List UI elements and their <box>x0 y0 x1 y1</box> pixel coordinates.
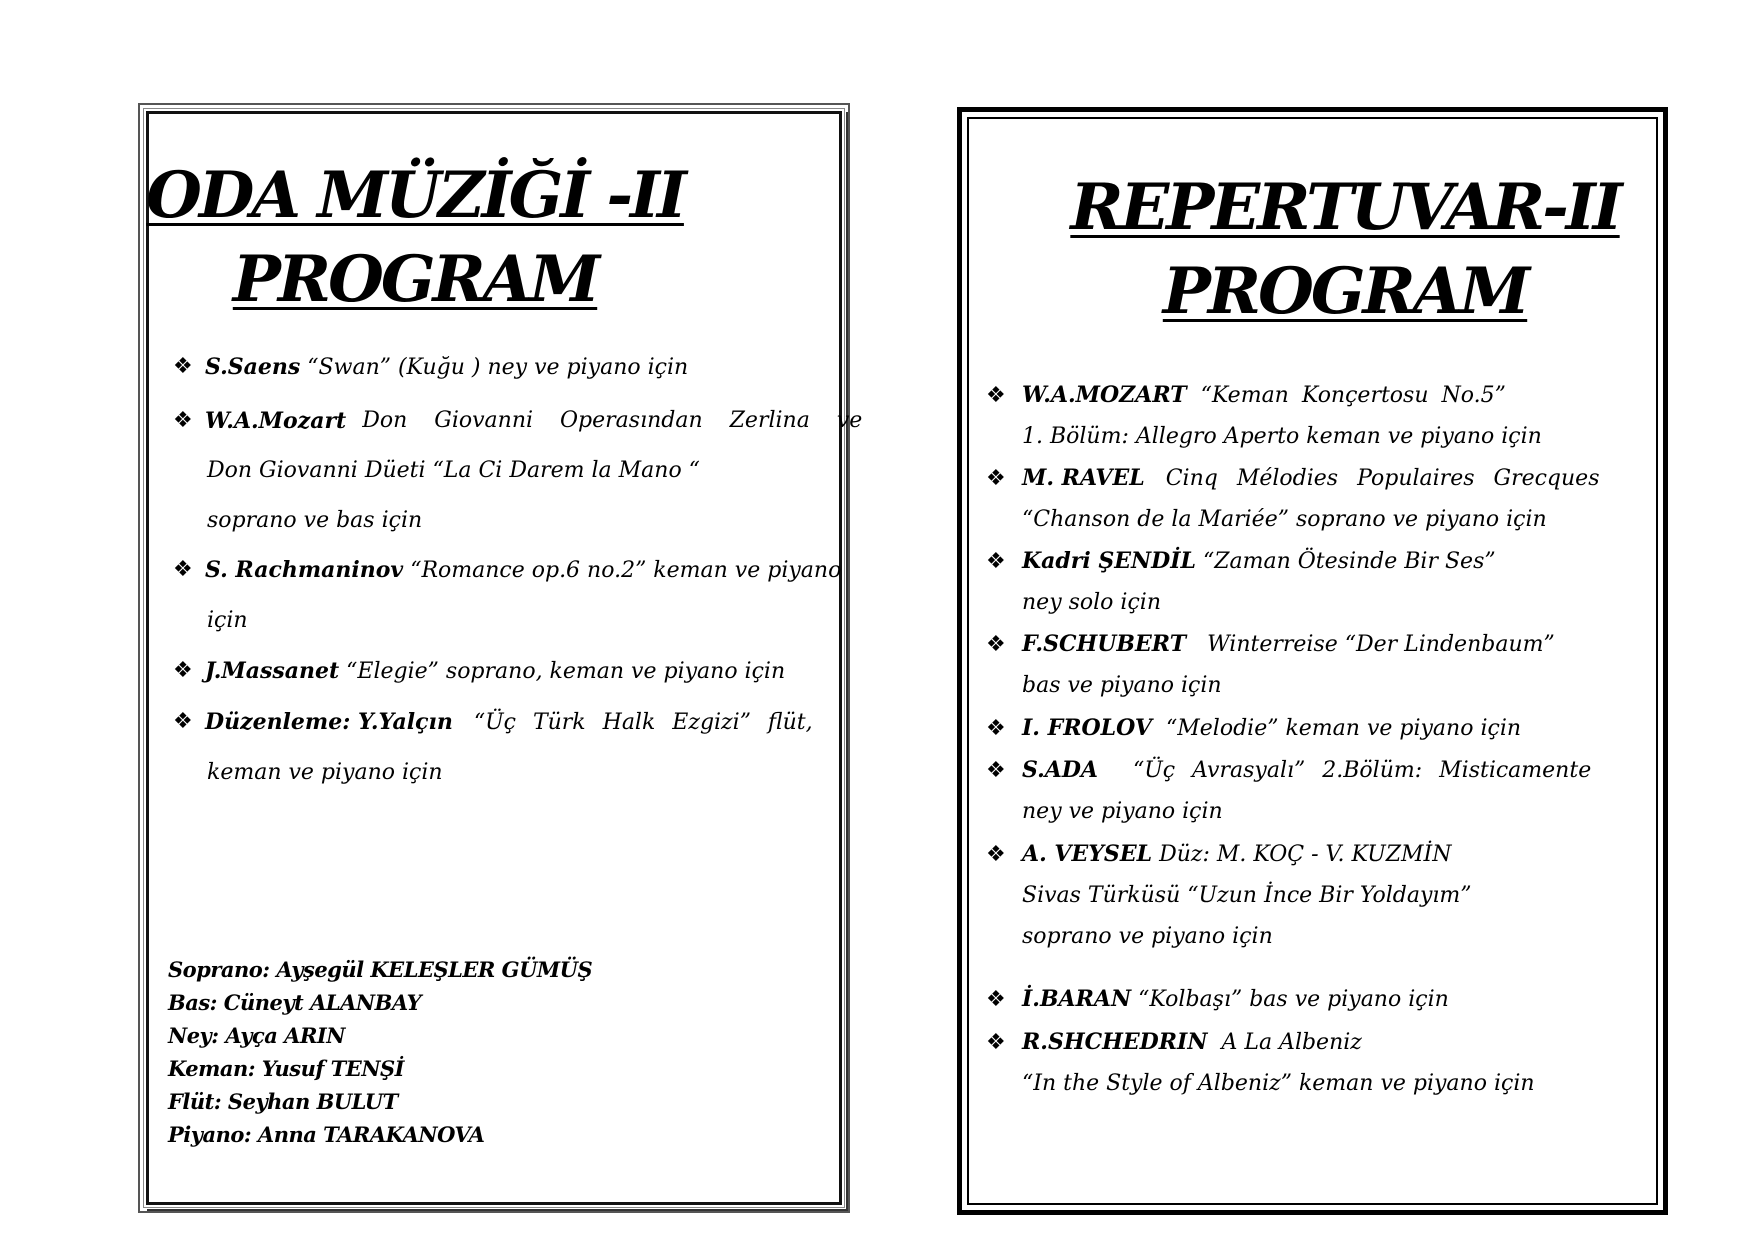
piece-text: “Üç Avrasyalı” 2.Bölüm: Misticamente <box>1132 758 1592 783</box>
composer-name: Düzenleme: Y.Yalçın <box>205 709 453 735</box>
composer-name: S. Rachmaninov <box>205 557 404 583</box>
piece-text: Sivas Türküsü “Uzun İnce Bir Yoldayım” <box>1022 883 1472 908</box>
piece-text: “Chanson de la Mariée” soprano ve piyano için <box>1022 507 1547 532</box>
bullet-diamond-icon: ❖ <box>986 716 1006 741</box>
piece-text: Don Giovanni Operasından Zerlina ve <box>362 408 863 433</box>
performer-flut: Flüt: Seyhan BULUT <box>168 1089 398 1114</box>
composer-name: İ.BARAN <box>1022 986 1132 1012</box>
piece-text: “Elegie” soprano, keman ve piyano için <box>346 659 786 684</box>
right-program-item <box>986 541 1640 623</box>
right-program-item <box>986 979 1640 1020</box>
bullet-diamond-icon: ❖ <box>173 408 193 433</box>
performer-piyano: Piyano: Anna TARAKANOVA <box>168 1122 485 1147</box>
right-title-line1: REPERTUVAR-II <box>1070 170 1620 245</box>
composer-name: R.SHCHEDRIN <box>1022 1029 1208 1055</box>
bullet-diamond-icon: ❖ <box>986 987 1006 1012</box>
piece-text: “In the Style of Albeniz” keman ve piyano için <box>1022 1071 1535 1096</box>
left-program-item <box>173 646 827 697</box>
piece-text: “Romance op.6 no.2” keman ve piyano <box>410 558 842 583</box>
bullet-diamond-icon: ❖ <box>986 842 1006 867</box>
piece-text: soprano ve bas için <box>207 508 423 533</box>
bullet-diamond-icon: ❖ <box>173 557 193 582</box>
performer-bas: Bas: Cüneyt ALANBAY <box>168 990 422 1015</box>
piece-text: “Üç Türk Halk Ezgizi” flüt, <box>473 710 813 735</box>
piece-text: için <box>207 608 248 633</box>
piece-text: Cinq Mélodies Populaires Grecques <box>1165 466 1600 491</box>
right-title-line2: PROGRAM <box>1162 254 1528 329</box>
composer-name: W.A.MOZART <box>1022 382 1187 408</box>
left-title-line1: ODA MÜZİĞİ -II <box>146 158 684 233</box>
composer-name: Kadri ŞENDİL <box>1022 548 1196 574</box>
left-program-item <box>173 342 827 393</box>
piece-text: ney ve piyano için <box>1022 799 1223 824</box>
piece-text: “Swan” (Kuğu ) ney ve piyano için <box>307 355 689 380</box>
piece-text: ney solo için <box>1022 590 1161 615</box>
composer-name: W.A.Mozart <box>205 408 347 434</box>
piece-text: “Keman Konçertosu No.5” <box>1200 383 1506 408</box>
composer-name: I. FROLOV <box>1022 715 1152 741</box>
performers-list <box>168 953 592 1151</box>
right-program-item <box>986 750 1640 832</box>
bullet-diamond-icon: ❖ <box>173 354 193 379</box>
right-program-item <box>986 1022 1640 1104</box>
right-program-item <box>986 708 1640 749</box>
right-program-item <box>986 458 1640 540</box>
piece-text: keman ve piyano için <box>207 760 443 785</box>
right-program-item <box>986 375 1640 457</box>
bullet-diamond-icon: ❖ <box>173 658 193 683</box>
composer-name: J.Massanet <box>205 658 340 684</box>
piece-text: A La Albeniz <box>1221 1030 1362 1055</box>
performer-ney: Ney: Ayça ARIN <box>168 1023 345 1048</box>
piece-text: “Kolbaşı” bas ve piyano için <box>1138 987 1449 1012</box>
composer-name: F.SCHUBERT <box>1022 631 1187 657</box>
piece-text: “Melodie” keman ve piyano için <box>1166 716 1522 741</box>
bullet-diamond-icon: ❖ <box>986 549 1006 574</box>
left-program-item <box>173 697 827 798</box>
bullet-diamond-icon: ❖ <box>986 632 1006 657</box>
bullet-diamond-icon: ❖ <box>173 709 193 734</box>
performer-soprano: Soprano: Ayşegül KELEŞLER GÜMÜŞ <box>168 957 593 982</box>
piece-text: Düz: M. KOÇ - V. KUZMİN <box>1159 842 1452 867</box>
piece-text: Don Giovanni Düeti “La Ci Darem la Mano “ <box>207 458 700 483</box>
bullet-diamond-icon: ❖ <box>986 383 1006 408</box>
composer-name: S.Saens <box>205 354 301 380</box>
bullet-diamond-icon: ❖ <box>986 1030 1006 1055</box>
left-program-item <box>173 396 863 546</box>
left-title-line2: PROGRAM <box>232 242 598 317</box>
composer-name: M. RAVEL <box>1022 465 1145 491</box>
bullet-diamond-icon: ❖ <box>986 758 1006 783</box>
right-program-item <box>986 624 1640 706</box>
left-program-item <box>173 545 842 646</box>
composer-name: A. VEYSEL <box>1022 841 1153 867</box>
performer-keman: Keman: Yusuf TENŞİ <box>168 1056 404 1081</box>
piece-text: “Zaman Ötesinde Bir Ses” <box>1202 549 1496 574</box>
bullet-diamond-icon: ❖ <box>986 466 1006 491</box>
right-program-item <box>986 834 1640 957</box>
piece-text: Winterreise “Der Lindenbaum” <box>1207 632 1555 657</box>
composer-name: S.ADA <box>1022 757 1098 783</box>
piece-text: soprano ve piyano için <box>1022 924 1273 949</box>
piece-text: bas ve piyano için <box>1022 673 1222 698</box>
piece-text: 1. Bölüm: Allegro Aperto keman ve piyano için <box>1022 424 1542 449</box>
